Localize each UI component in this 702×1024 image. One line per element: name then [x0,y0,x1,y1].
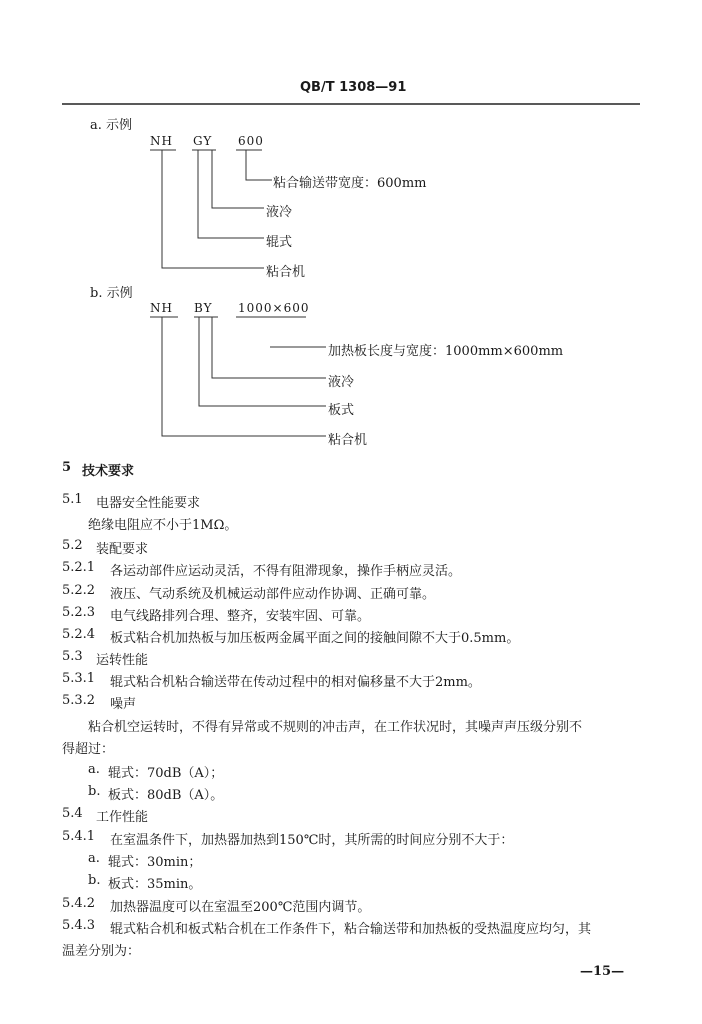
example-b-item-machine: 粘合机 [328,433,368,448]
section-5-4-1-num: 5.4.1 [62,829,96,844]
section-5-3-2-title: 噪声 [110,697,137,712]
heat-a-num: a. [88,851,100,866]
section-5-3-title: 运转性能 [96,653,149,668]
example-b-label: b. 示例 [90,286,133,301]
example-a-item-machine: 粘合机 [266,265,306,280]
example-b-item-type: 板式 [328,403,355,418]
section-5-2-1-num: 5.2.1 [62,560,96,575]
document-code: QB/T 1308—91 [300,80,407,95]
section-5-1-num: 5.1 [62,492,83,507]
section-5-4-2-text: 加热器温度可以在室温至200℃范围内调节。 [110,900,371,915]
example-b-code-size: 1000×600 [238,301,310,315]
noise-a-text: 辊式：70dB（A）； [108,766,224,781]
example-b-item-size: 加热板长度与宽度：1000mm×600mm [328,344,564,359]
example-a-code-gy: GY [193,134,213,148]
section-5-2-2-text: 液压、气动系统及机械运动部件应动作协调、正确可靠。 [110,587,436,602]
heat-a-text: 辊式：30min； [108,855,202,870]
heat-b-num: b. [88,873,101,888]
section-5-3-2-num: 5.3.2 [62,693,96,708]
heat-b-text: 板式：35min。 [108,877,202,892]
example-b-code-nh: NH [150,301,173,315]
example-b-item-cooling: 液冷 [328,375,355,390]
example-a-item-cooling: 液冷 [266,205,293,220]
noise-a-num: a. [88,762,100,777]
section-5-3-2-body-line2: 得超过： [62,742,115,757]
example-a-code-nh: NH [150,134,173,148]
section-5-num: 5 [62,460,72,475]
section-5-2-num: 5.2 [62,538,83,553]
section-5-3-1-text: 辊式粘合机粘合输送带在传动过程中的相对偏移量不大于2mm。 [110,675,481,690]
example-a-code-width: 600 [238,134,264,148]
section-5-2-1-text: 各运动部件应运动灵活，不得有阻滞现象，操作手柄应灵活。 [110,564,462,579]
section-5-4-1-text: 在室温条件下，加热器加热到150℃时，其所需的时间应分别不大于： [110,833,514,848]
section-5-4-3-text-cont: 温差分别为： [62,944,141,959]
section-5-4-3-text: 辊式粘合机和板式粘合机在工作条件下，粘合输送带和加热板的受热温度应均匀，其 [110,922,592,937]
section-5-2-title: 装配要求 [96,542,149,557]
example-a-lines [150,150,272,268]
example-b-code-by: BY [194,301,213,315]
section-5-3-num: 5.3 [62,649,83,664]
example-a-item-width: 粘合输送带宽度：600mm [273,176,427,191]
section-5-3-2-body-line1: 粘合机空运转时，不得有异常或不规则的冲击声，在工作状况时，其噪声声压级分别不 [88,720,583,735]
section-5-2-3-num: 5.2.3 [62,605,96,620]
noise-b-num: b. [88,784,101,799]
example-a-label: a. 示例 [90,118,133,133]
section-5-title: 技术要求 [82,464,135,479]
section-5-4-num: 5.4 [62,806,83,821]
section-5-4-3-num: 5.4.3 [62,918,96,933]
noise-b-text: 板式：80dB（A）。 [108,788,224,803]
section-5-1-body: 绝缘电阻应不小于1MΩ。 [88,518,238,533]
section-5-4-title: 工作性能 [96,810,149,825]
section-5-2-2-num: 5.2.2 [62,583,96,598]
example-a-item-type: 辊式 [266,235,293,250]
section-5-2-3-text: 电气线路排列合理、整齐，安装牢固、可靠。 [110,609,371,624]
section-5-4-2-num: 5.4.2 [62,896,96,911]
example-b-lines [150,317,326,436]
section-5-2-4-num: 5.2.4 [62,627,96,642]
section-5-2-4-text: 板式粘合机加热板与加压板两金属平面之间的接触间隙不大于0.5mm。 [110,631,520,646]
section-5-3-1-num: 5.3.1 [62,671,96,686]
section-5-1-title: 电器安全性能要求 [96,496,201,511]
page-number: —15— [580,964,625,979]
